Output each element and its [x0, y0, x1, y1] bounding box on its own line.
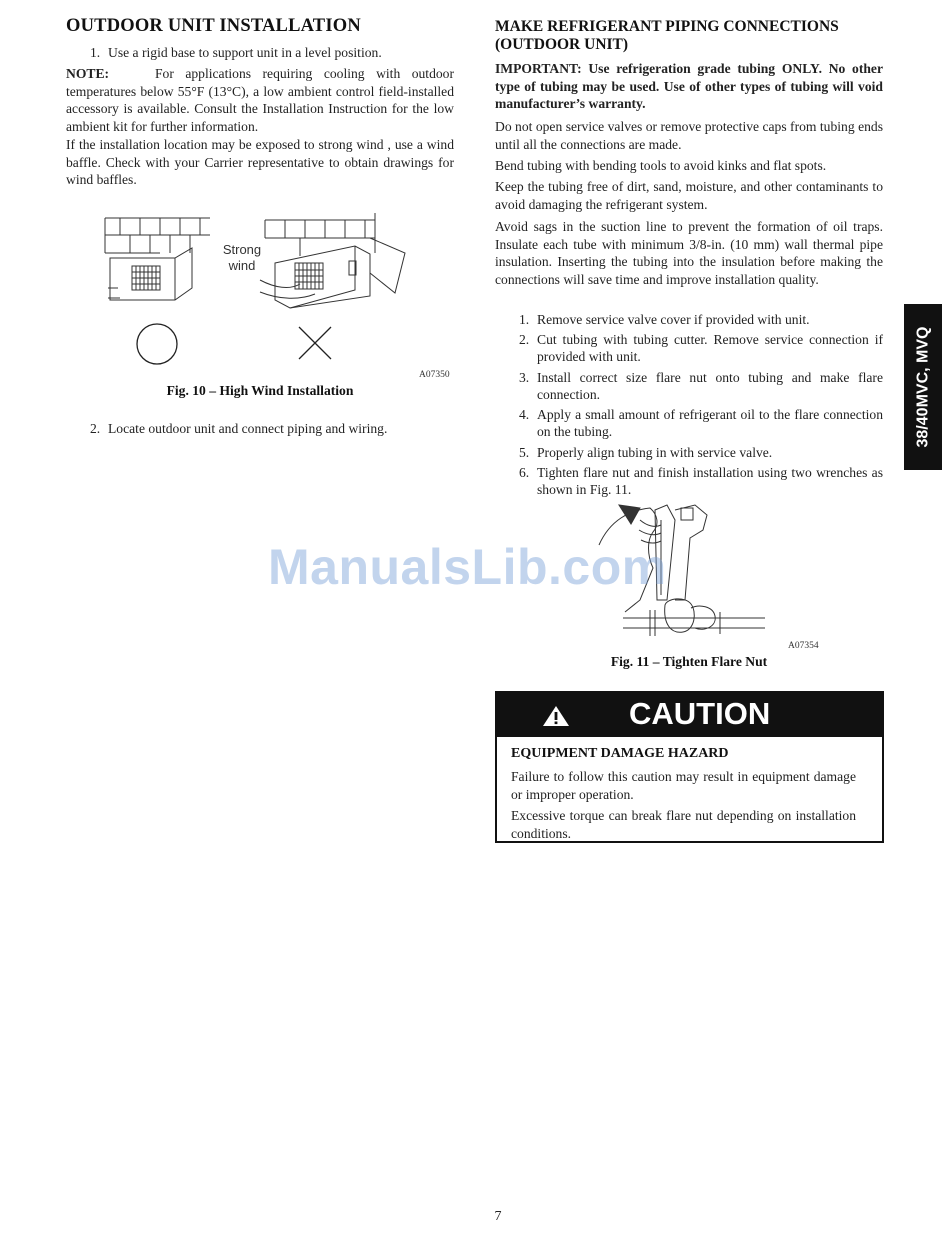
list-item: [90, 420, 456, 438]
step-text: Install correct size flare nut onto tubing and make flare connection.: [537, 370, 883, 403]
warning-triangle-icon: [541, 704, 571, 728]
step-text: Locate outdoor unit and connect piping and wiring.: [108, 421, 388, 436]
step-number: 5.: [519, 445, 530, 460]
section-title-refrigerant-piping: MAKE REFRIGERANT PIPING CONNECTIONS (OUTDOOR UNIT): [495, 18, 839, 53]
step-number: 2.: [90, 421, 101, 436]
paragraph: Keep the tubing free of dirt, sand, moisture, and other contaminants to avoid damaging the refrigerant system.: [495, 179, 883, 212]
section-title-outdoor-unit: OUTDOOR UNIT INSTALLATION: [66, 16, 361, 36]
side-tab: [904, 304, 942, 470]
important-text: Use refrigeration grade tubing ONLY. No other type of tubing may be used. Use of other types of tubing will void manufacturer’s warranty.: [495, 61, 883, 112]
side-tab-label: 38/40MVC, MVQ: [914, 326, 931, 448]
step-text: Cut tubing with tubing cutter. Remove service connection if provided with unit.: [537, 332, 883, 365]
step-number: 3.: [519, 370, 530, 385]
caution-box: [495, 691, 884, 843]
figure-code: A07350: [419, 370, 450, 380]
list-item: [519, 406, 883, 442]
step-text: Remove service valve cover if provided with unit.: [537, 312, 810, 327]
watermark: ManualsLib.com: [268, 539, 667, 595]
step-text: Tighten flare nut and finish installation using two wrenches as shown in Fig. 11.: [537, 465, 883, 498]
step-text: Use a rigid base to support unit in a level position.: [108, 45, 382, 60]
wind-paragraph: If the installation location may be exposed to strong wind , use a wind baffle. Check with your Carrier representative to obtain drawings for wind baffles.: [66, 137, 454, 188]
paragraph: Do not open service valves or remove protective caps from tubing ends until all the connections are made.: [495, 119, 883, 152]
hazard-heading: EQUIPMENT DAMAGE HAZARD: [511, 746, 729, 761]
note-label: NOTE:: [66, 66, 110, 81]
figure-caption: Fig. 11 – Tighten Flare Nut: [610, 654, 768, 669]
note-paragraph: [66, 65, 454, 135]
important-paragraph: [495, 60, 883, 113]
list-item: [519, 311, 883, 329]
step-number: 6.: [519, 465, 530, 480]
step-number: 4.: [519, 407, 530, 422]
page-number: 7: [494, 1209, 502, 1224]
list-item: [519, 464, 883, 500]
caution-title: CAUTION: [629, 696, 771, 731]
paragraph: Bend tubing with bending tools to avoid kinks and flat spots.: [495, 158, 827, 173]
figure-caption: Fig. 10 – High Wind Installation: [166, 383, 354, 398]
correct-circle-icon: [134, 321, 180, 367]
step-text: Apply a small amount of refrigerant oil to the flare connection on the tubing.: [537, 407, 883, 440]
list-item: [519, 331, 883, 367]
strong-wind-label: Strong wind: [222, 242, 262, 273]
step-text: Properly align tubing in with service valve.: [537, 445, 773, 460]
step-number: 2.: [519, 332, 530, 347]
paragraph: Avoid sags in the suction line to prevent the formation of oil traps. Insulate each tube with minimum 3/8-in. (10 mm) wall thermal pipe insulation. Inserting the tubing into the insulation before making the connections will save time and improve installation quality.: [495, 219, 883, 287]
caution-header: [497, 693, 882, 737]
step-number: 1.: [519, 312, 530, 327]
caution-text: Failure to follow this caution may result in equipment damage or improper operation.: [511, 769, 856, 802]
incorrect-x-icon: [295, 323, 335, 363]
list-item: [90, 44, 456, 62]
step-number: 1.: [90, 45, 101, 60]
important-label: IMPORTANT:: [495, 61, 582, 76]
caution-text: Excessive torque can break flare nut depending on installation conditions.: [511, 808, 856, 841]
list-item: [519, 444, 883, 462]
figure-code: A07354: [788, 641, 819, 651]
list-item: [519, 369, 883, 405]
note-text: For applications requiring cooling with outdoor temperatures below 55°F (13°C), a low ambient control field-installed accessory is available. Consult the Installation Instruction for the low ambient kit for further information.: [66, 66, 455, 134]
